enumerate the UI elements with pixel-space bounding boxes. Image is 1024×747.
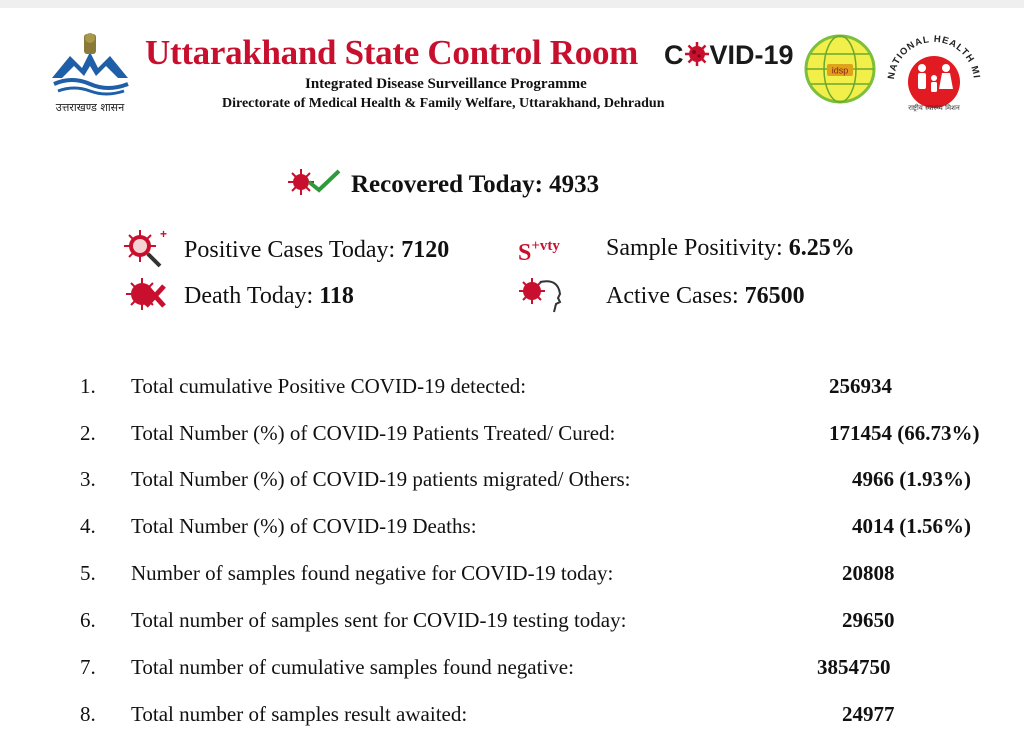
sample-positivity bbox=[606, 235, 855, 262]
covid-logo-suffix: VID-19 bbox=[709, 40, 794, 70]
list-item bbox=[0, 655, 1024, 685]
magnifier-virus-icon bbox=[122, 228, 166, 272]
death-today bbox=[184, 283, 354, 310]
positivity-value: 6.25% bbox=[788, 235, 855, 261]
row-value: 3854750 bbox=[817, 655, 891, 679]
nhm-arc-text: NATIONAL HEALTH MI bbox=[885, 33, 982, 80]
death-label: Death Today: bbox=[184, 283, 314, 309]
recovered-today bbox=[287, 168, 599, 199]
directorate-subtitle: Directorate of Medical Health & Family Welfare, Uttarakhand, Dehradun bbox=[222, 96, 665, 111]
positive-label: Positive Cases Today: bbox=[184, 237, 396, 263]
list-item bbox=[0, 421, 1024, 451]
idsp-logo bbox=[803, 34, 877, 109]
idsp-logo-text: idsp bbox=[831, 65, 849, 76]
row-number: 6. bbox=[80, 608, 96, 632]
emblem-caption: उत्तराखण्ड शासन bbox=[55, 101, 125, 114]
row-label: Total Number (%) of COVID-19 patients migrated/ Others: bbox=[131, 467, 631, 491]
row-number: 4. bbox=[80, 514, 96, 538]
page-title: Uttarakhand State Control Room bbox=[145, 33, 638, 72]
row-label: Total number of cumulative samples found negative: bbox=[131, 655, 574, 679]
positive-cases-today bbox=[184, 237, 449, 264]
recovered-virus-icon bbox=[287, 168, 341, 196]
recovered-label: Recovered Today: bbox=[351, 171, 543, 198]
list-item bbox=[0, 374, 1024, 404]
row-value: 29650 bbox=[842, 608, 895, 632]
top-strip bbox=[0, 0, 1024, 8]
row-number: 2. bbox=[80, 421, 96, 445]
covid19-logo bbox=[664, 40, 794, 74]
row-number: 5. bbox=[80, 561, 96, 585]
death-value: 118 bbox=[319, 283, 354, 309]
list-item bbox=[0, 702, 1024, 732]
virus-icon bbox=[684, 41, 710, 74]
state-emblem-icon bbox=[48, 30, 132, 98]
row-value: 171454 (66.73%) bbox=[829, 421, 980, 445]
recovered-value: 4933 bbox=[549, 171, 600, 198]
list-item bbox=[0, 608, 1024, 638]
row-label: Total Number (%) of COVID-19 Deaths: bbox=[131, 514, 477, 538]
active-head-virus-icon bbox=[518, 276, 564, 316]
nhm-tagline: राष्ट्रीय स्वास्थ्य मिशन bbox=[908, 104, 960, 112]
row-label: Number of samples found negative for COVID-19 today: bbox=[131, 561, 614, 585]
row-value: 256934 bbox=[829, 374, 892, 398]
row-label: Total Number (%) of COVID-19 Patients Treated/ Cured: bbox=[131, 421, 616, 445]
list-item bbox=[0, 467, 1024, 497]
row-number: 1. bbox=[80, 374, 96, 398]
national-health-mission-logo bbox=[882, 30, 992, 117]
row-value: 20808 bbox=[842, 561, 895, 585]
uttarakhand-emblem-logo bbox=[40, 30, 140, 112]
positive-value: 7120 bbox=[401, 237, 450, 263]
row-value: 4014 (1.56%) bbox=[852, 514, 971, 538]
svg-text:+: + bbox=[160, 227, 168, 241]
positivity-badge-sup: +vty bbox=[531, 238, 560, 254]
list-item bbox=[0, 561, 1024, 591]
active-cases bbox=[606, 283, 805, 310]
programme-subtitle: Integrated Disease Surveillance Programme bbox=[305, 76, 587, 92]
active-label: Active Cases: bbox=[606, 283, 739, 309]
covid-logo-prefix: C bbox=[664, 40, 684, 70]
row-number: 7. bbox=[80, 655, 96, 679]
sample-positivity-badge bbox=[518, 238, 560, 267]
row-label: Total number of samples sent for COVID-19 testing today: bbox=[131, 608, 627, 632]
row-value: 24977 bbox=[842, 702, 895, 726]
row-number: 8. bbox=[80, 702, 96, 726]
death-virus-icon bbox=[124, 276, 168, 314]
row-number: 3. bbox=[80, 467, 96, 491]
list-item bbox=[0, 514, 1024, 544]
row-label: Total cumulative Positive COVID-19 detected: bbox=[131, 374, 527, 398]
positivity-badge-letter: S bbox=[518, 240, 532, 266]
row-value: 4966 (1.93%) bbox=[852, 467, 971, 491]
row-label: Total number of samples result awaited: bbox=[131, 702, 468, 726]
positivity-label: Sample Positivity: bbox=[606, 235, 783, 261]
active-value: 76500 bbox=[744, 283, 805, 309]
